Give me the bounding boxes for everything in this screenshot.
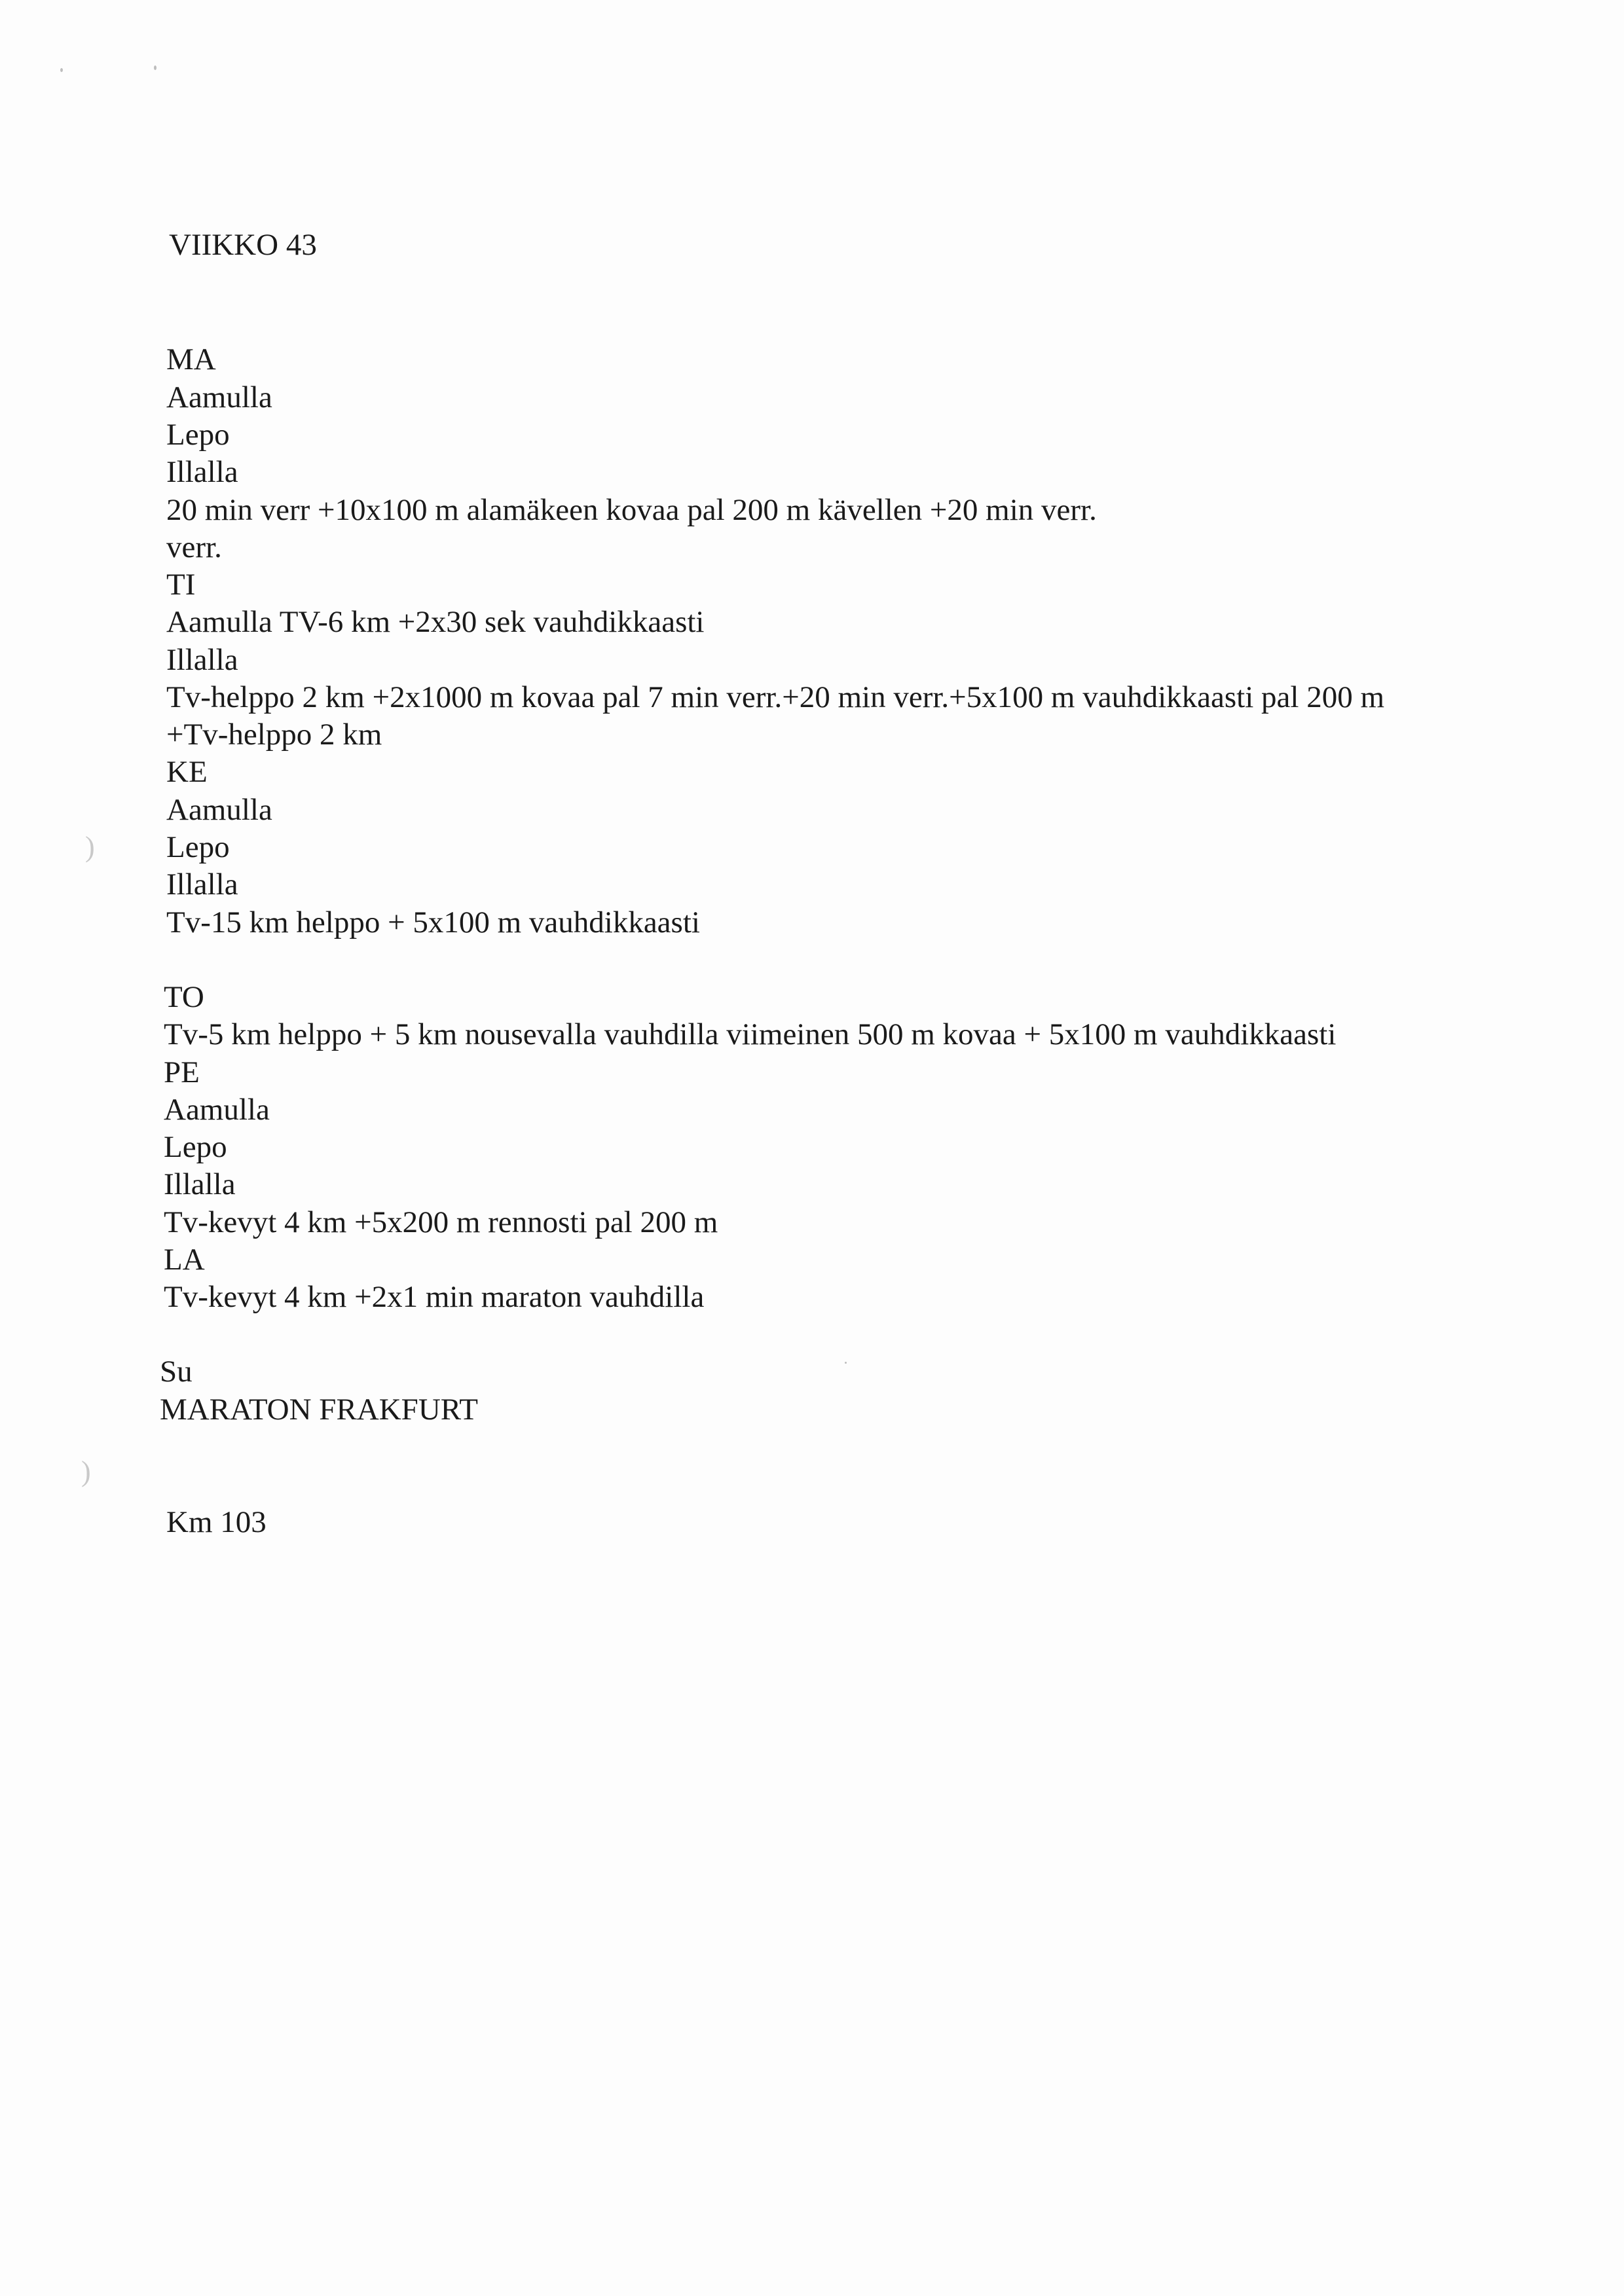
workout-text: Tv-kevyt 4 km +5x200 m rennosti pal 200 m xyxy=(164,1205,718,1239)
workout-text: 20 min verr +10x100 m alamäkeen kovaa pal 200 m kävellen +20 min verr. xyxy=(166,493,1097,527)
workout-text: Tv-15 km helppo + 5x100 m vauhdikkaasti xyxy=(166,905,700,939)
day-heading: MA xyxy=(166,342,216,376)
session-label: Aamulla xyxy=(164,1093,270,1127)
workout-text: MARATON FRAKFURT xyxy=(160,1393,478,1427)
workout-text: Tv-kevyt 4 km +2x1 min maraton vauhdilla xyxy=(164,1280,705,1314)
day-heading: PE xyxy=(164,1055,200,1089)
day-heading: TO xyxy=(164,980,204,1014)
session-label: Aamulla xyxy=(166,793,272,827)
workout-text: Lepo xyxy=(164,1130,227,1164)
workout-text: Tv-5 km helppo + 5 km nousevalla vauhdilla viimeinen 500 m kovaa + 5x100 m vauhdikkaasti xyxy=(164,1017,1337,1051)
page-title: VIIKKO 43 xyxy=(169,228,317,262)
day-heading: Su xyxy=(160,1355,193,1389)
session-label: Illalla xyxy=(166,867,238,902)
weekly-total: Km 103 xyxy=(166,1505,267,1539)
session-label: Illalla xyxy=(166,455,238,489)
workout-text: Lepo xyxy=(166,830,230,864)
workout-text: Lepo xyxy=(166,418,230,452)
workout-text: Aamulla TV-6 km +2x30 sek vauhdikkaasti xyxy=(166,605,705,639)
scan-speck xyxy=(845,1362,847,1364)
scan-speck xyxy=(154,65,157,70)
scan-mark: ) xyxy=(81,1455,91,1487)
day-heading: LA xyxy=(164,1243,205,1277)
session-label: Illalla xyxy=(166,643,238,677)
day-heading: KE xyxy=(166,755,208,789)
session-label: Aamulla xyxy=(166,380,272,414)
workout-text: verr. xyxy=(166,530,222,564)
scan-speck xyxy=(60,68,63,72)
workout-text: +Tv-helppo 2 km xyxy=(166,718,382,752)
session-label: Illalla xyxy=(164,1167,236,1201)
scan-mark: ) xyxy=(85,831,95,863)
workout-text: Tv-helppo 2 km +2x1000 m kovaa pal 7 min verr.+20 min verr.+5x100 m vauhdikkaasti pal 200 m xyxy=(166,680,1385,714)
day-heading: TI xyxy=(166,568,196,602)
